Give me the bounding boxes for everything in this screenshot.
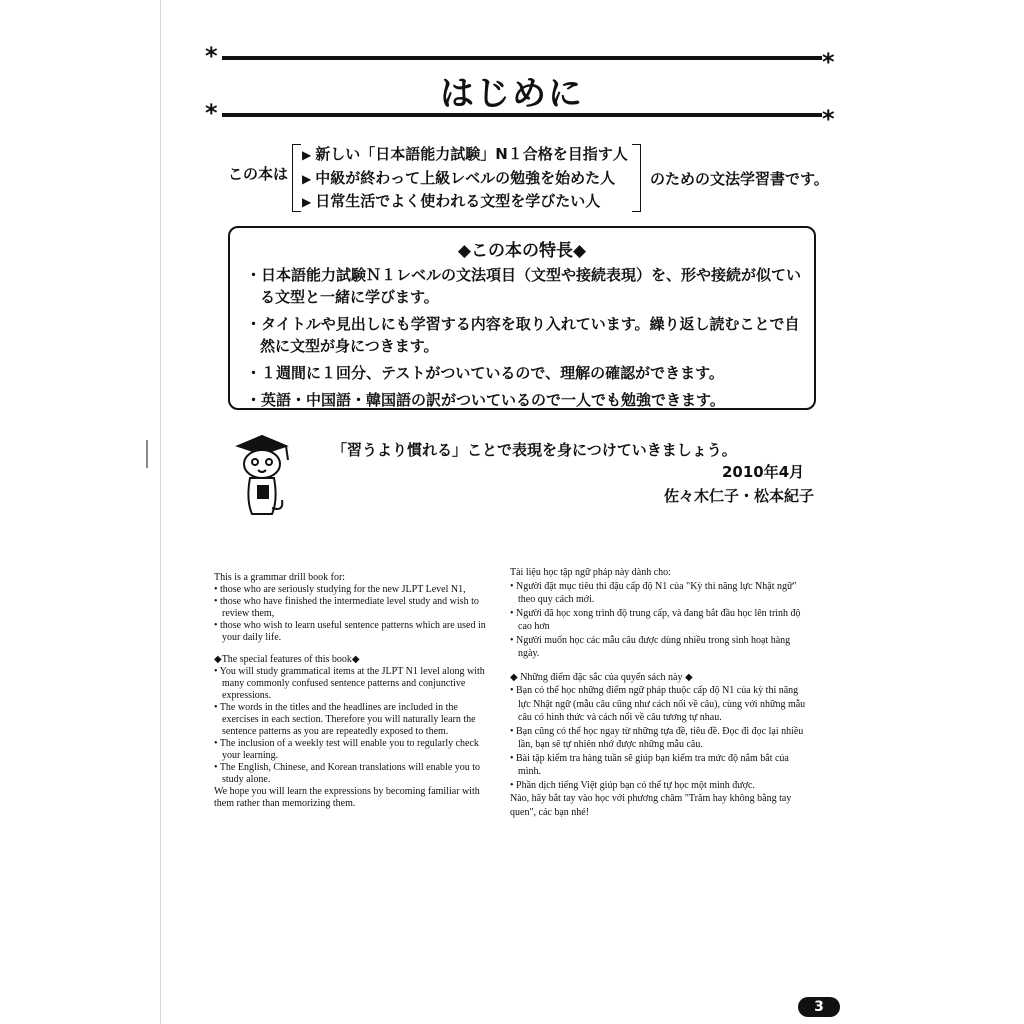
page-number: 3 <box>798 997 840 1017</box>
vietnamese-feature-item: • Bạn có thể học những điểm ngữ pháp thuộc cấp độ N1 của kỳ thi năng lực Nhật ngữ (mẫu câu cũng như cách nối về câu), cùng với những mẫu câu có hình thức và cách nối về câu tương tự nhau. <box>510 684 810 725</box>
english-feature-item: • The English, Chinese, and Korean translations will enable you to study alone. <box>214 762 490 786</box>
authors: 佐々木仁子・松本紀子 <box>664 487 815 505</box>
audience-item: ▶ 中級が終わって上級レベルの勉強を始めた人 <box>302 169 616 187</box>
english-audience-list <box>214 584 490 644</box>
vietnamese-intro: Tài liệu học tập ngữ pháp này dành cho: <box>510 567 671 578</box>
margin-mark <box>146 440 148 468</box>
features-list <box>246 264 806 416</box>
asterisk-ornament: * <box>205 42 218 70</box>
audience-item: ▶ 新しい「日本語能力試験」N１合格を目指す人 <box>302 145 628 163</box>
english-column <box>214 572 490 810</box>
audience-item: ▶ 日常生活でよく使われる文型を学びたい人 <box>302 192 601 210</box>
features-title: ◆この本の特長◆ <box>457 241 587 261</box>
cat-graduate-mascot-icon <box>232 430 294 522</box>
audience-bracket-right <box>632 144 641 212</box>
asterisk-ornament: * <box>822 48 835 76</box>
english-audience-item: • those who have finished the intermediate level study and wish to review them, <box>214 596 490 620</box>
triangle-bullet-icon: ▶ <box>302 172 312 186</box>
vietnamese-features-title: ◆ Những điểm đặc sắc của quyển sách này ◆ <box>510 671 693 683</box>
english-audience-item: • those who are seriously studying for the new JLPT Level N1, <box>214 584 490 596</box>
title-rule-top <box>222 56 822 60</box>
english-intro: This is a grammar drill book for: <box>214 572 346 583</box>
feature-item: ・ 日本語能力試験Ｎ１レベルの文法項目（文型や接続表現）を、形や接続が似ている文型と一緒に学びます。 <box>246 264 806 308</box>
english-features-title: ◆The special features of this book◆ <box>214 654 360 665</box>
feature-item: ・ タイトルや見出しにも学習する内容を取り入れています。繰り返し読むことで自然に文型が身につきます。 <box>246 313 806 357</box>
audience-suffix: のための文法学習書です。 <box>650 170 829 188</box>
motto: 「習うより慣れる」ことで表現を身につけていきましょう。 <box>332 441 737 459</box>
english-audience-item: • those who wish to learn useful sentence patterns which are used in your daily life. <box>214 620 490 644</box>
english-features-list <box>214 666 490 786</box>
english-closing: We hope you will learn the expressions by becoming familiar with them rather than memorizing them. <box>214 786 480 809</box>
vietnamese-audience-item: • Người muốn học các mẫu câu được dùng nhiều trong sinh hoạt hàng ngày. <box>510 634 810 661</box>
triangle-bullet-icon: ▶ <box>302 148 312 162</box>
features-box <box>228 226 816 410</box>
feature-item: ・ １週間に１回分、テストがついているので、理解の確認ができます。 <box>246 362 806 384</box>
page-edge <box>160 0 161 1024</box>
vietnamese-audience-item: • Người đặt mục tiêu thi đậu cấp độ N1 của "Kỳ thi năng lực Nhật ngữ" theo quy cách mới. <box>510 580 810 607</box>
asterisk-ornament: * <box>205 99 218 127</box>
vietnamese-closing: Nào, hãy bắt tay vào học với phương châm "Trăm hay không bằng tay quen", các bạn nhé! <box>510 793 792 818</box>
page-title: はじめに <box>440 74 584 114</box>
date: 2010年4月 <box>722 463 805 481</box>
triangle-bullet-icon: ▶ <box>302 195 312 209</box>
audience-prefix: この本は <box>228 165 289 183</box>
vietnamese-audience-item: • Người đã học xong trình độ trung cấp, và đang bắt đầu học lên trình độ cao hơn <box>510 607 810 634</box>
vietnamese-feature-item: • Phần dịch tiếng Việt giúp bạn có thể tự học một mình được. <box>510 779 810 793</box>
audience-bracket-left <box>292 144 301 212</box>
vietnamese-features-list <box>510 684 810 792</box>
asterisk-ornament: * <box>822 105 835 133</box>
english-feature-item: • You will study grammatical items at the JLPT N1 level along with many commonly confused sentence patterns and conjunctive expressions. <box>214 666 490 702</box>
vietnamese-feature-item: • Bạn cũng có thể học ngay từ những tựa đề, tiêu đề. Đọc đi đọc lại nhiều lần, bạn sẽ tự nhiên nhớ được những mẫu câu. <box>510 725 810 752</box>
vietnamese-feature-item: • Bài tập kiểm tra hàng tuần sẽ giúp bạn kiểm tra mức độ nắm bắt của mình. <box>510 752 810 779</box>
vietnamese-column <box>510 566 810 819</box>
english-feature-item: • The inclusion of a weekly test will enable you to regularly check your learning. <box>214 738 490 762</box>
feature-item: ・ 英語・中国語・韓国語の訳がついているので一人でも勉強できます。 <box>246 389 806 411</box>
vietnamese-audience-list <box>510 580 810 661</box>
english-feature-item: • The words in the titles and the headlines are included in the exercises in each section. Therefore you will naturally learn the sentence patterns as you are repeatedly exposed to them. <box>214 702 490 738</box>
